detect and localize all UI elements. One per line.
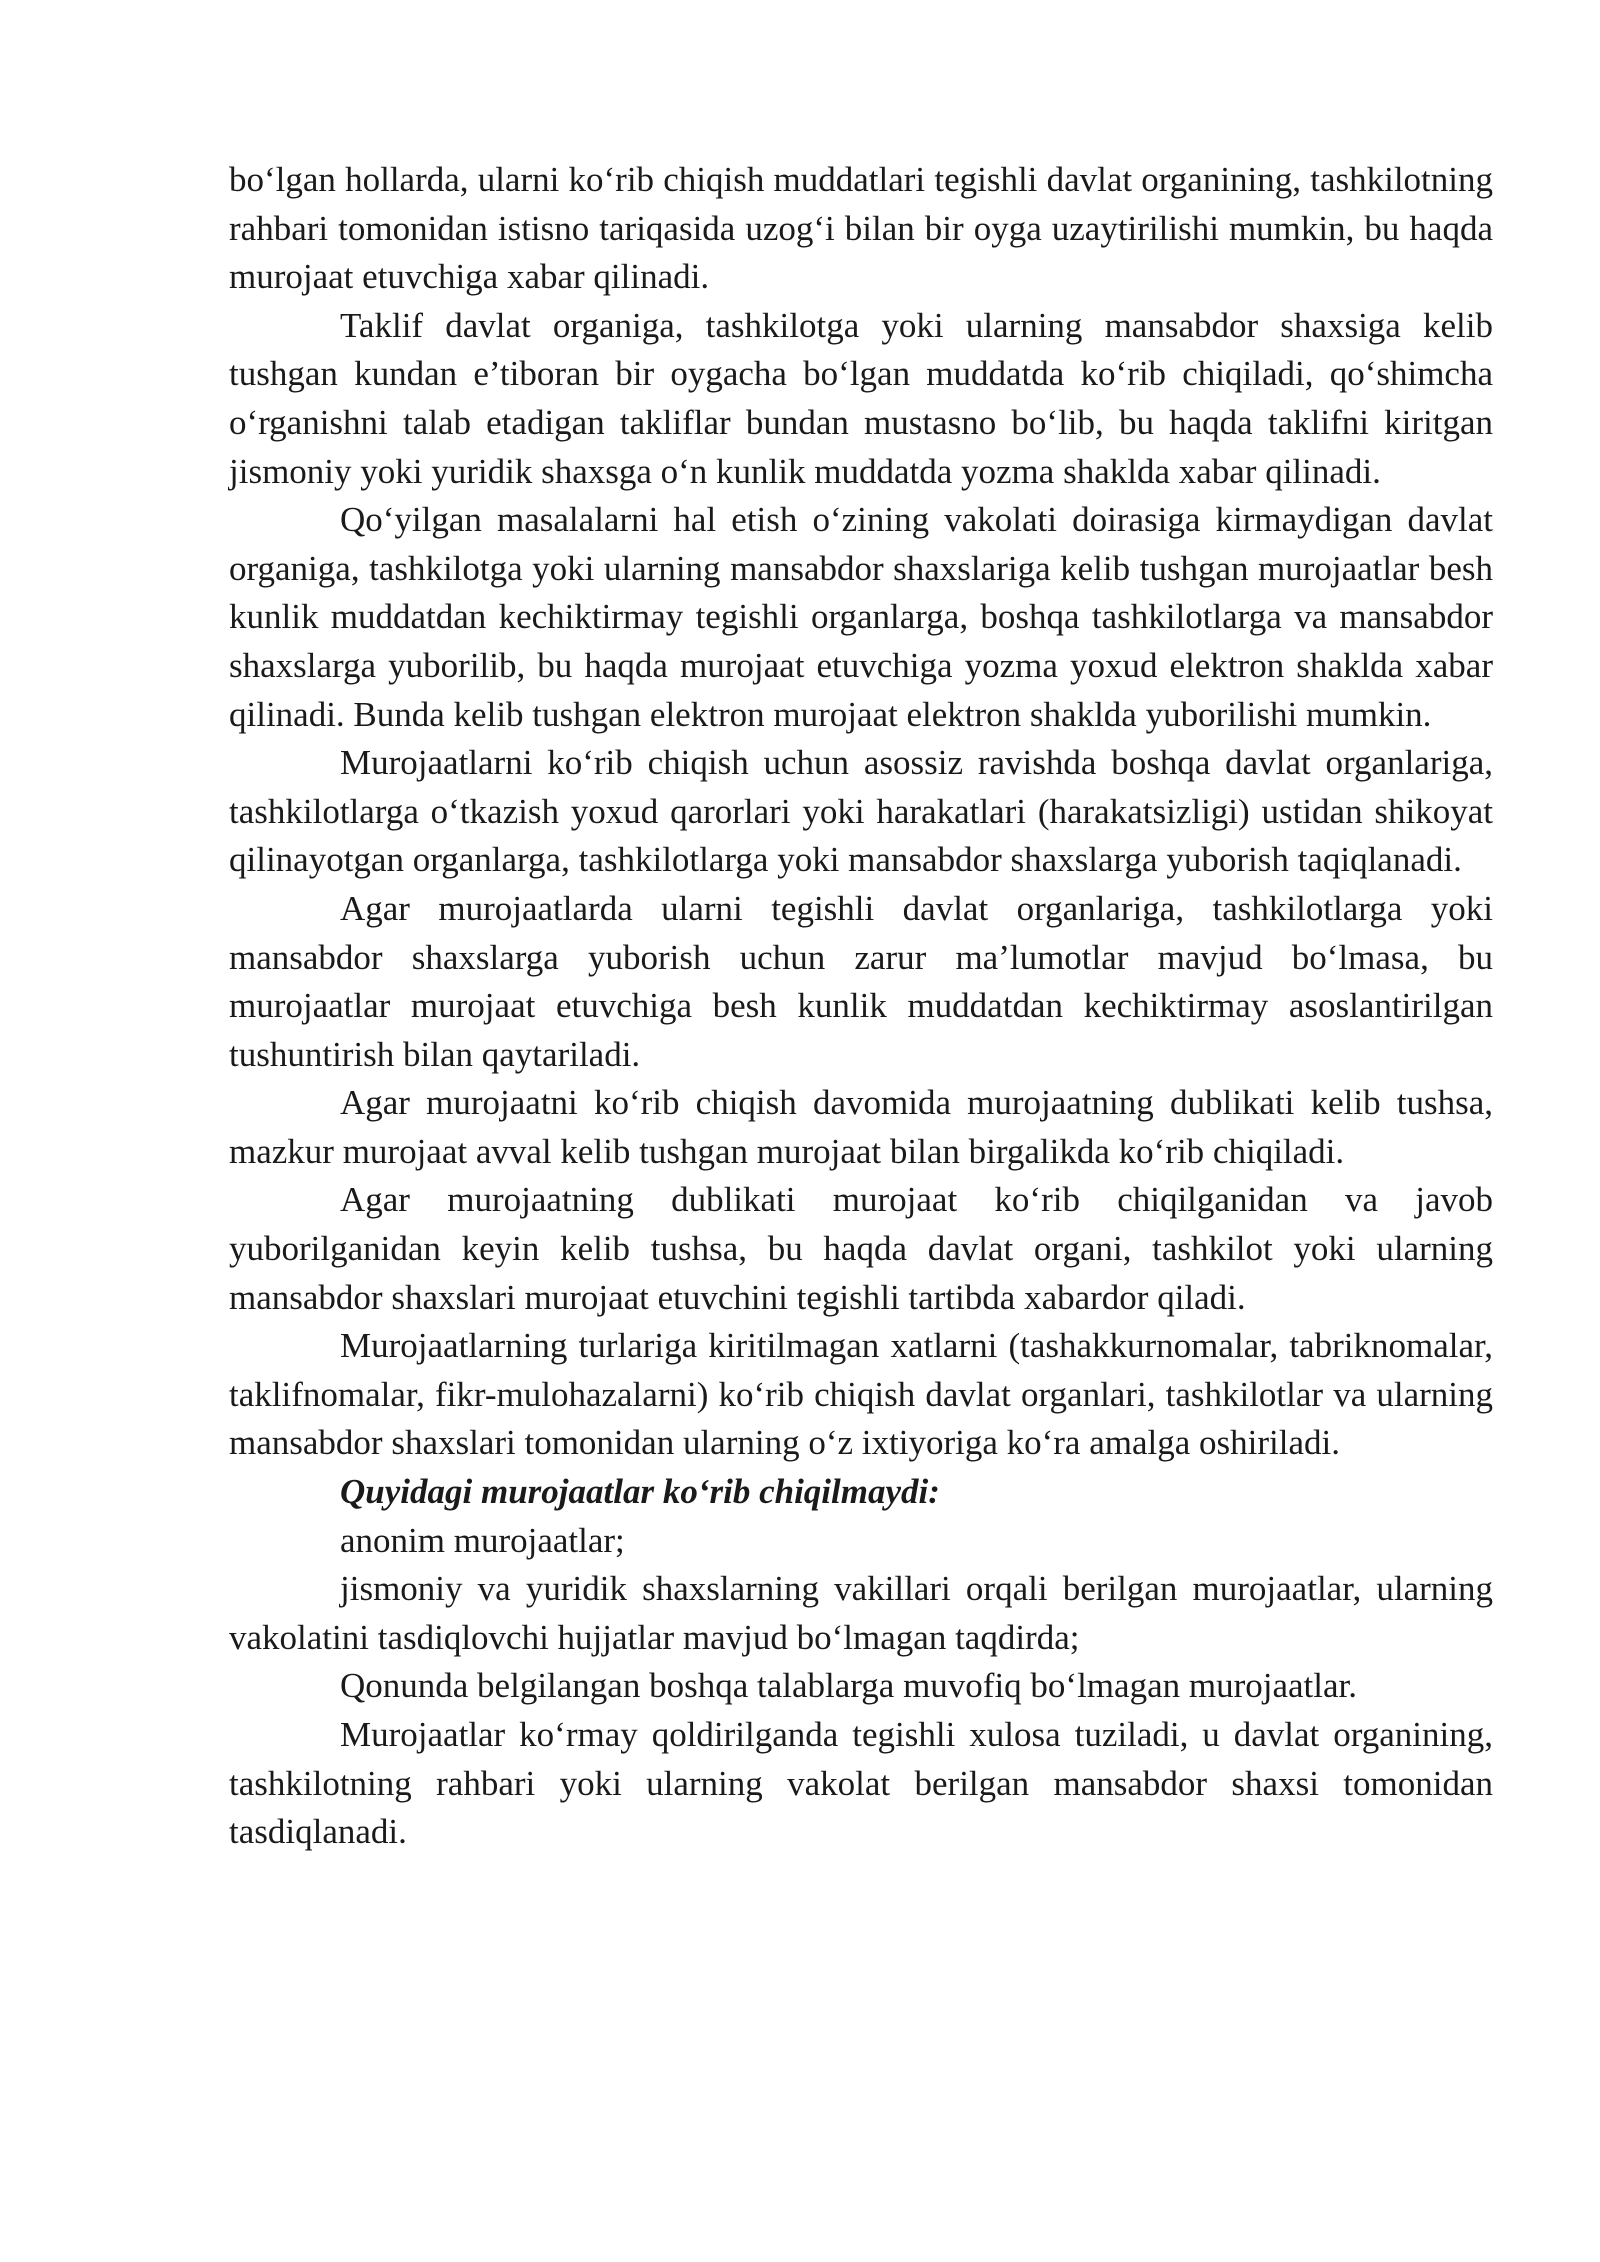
paragraph-redirect-appeals: Qo‘yilgan masalalarni hal etish o‘zining vakolati doirasiga kirmaydigan davlat organiga, tashkilotga yoki ularning mansabdor shaxslariga kelib tushgan murojaatlar besh kunlik muddatdan kechiktirmay tegishli organlarga, boshqa tashkilotlarga va mansabdor shaxslarga yuborilib, bu haqda murojaat etuvchiga yozma yoxud elektron shaklda xabar qilinadi. Bunda kelib tushgan elektron murojaat elektron shaklda yuborilishi mumkin. [229,500,1493,734]
list-item-noncompliant: Qonunda belgilangan boshqa talablarga muvofiq bo‘lmagan murojaatlar. [340,1666,1357,1706]
paragraph-continuation: bo‘lgan hollarda, ularni ko‘rib chiqish muddatlari tegishli davlat organining, tashkilotning rahbari tomonidan istisno tariqasida uzog‘i bilan bir oyga uzaytirilishi mumkin, bu haqda murojaat etuvchiga xabar qilinadi. [229,160,1493,297]
list-item-representatives: jismoniy va yuridik shaxslarning vakillari orqali berilgan murojaatlar, ularning vakolatini tasdiqlovchi hujjatlar mavjud bo‘lmagan taqdirda; [229,1569,1493,1657]
section-heading-not-reviewed: Quyidagi murojaatlar ko‘rib chiqilmaydi: [340,1472,940,1512]
document-page [229,156,1493,1857]
paragraph-forwarding-prohibited: Murojaatlarni ko‘rib chiqish uchun asossiz ravishda boshqa davlat organlariga, tashkilotlarga o‘tkazish yoxud qarorlari yoki harakatlari (harakatsizligi) ustidan shikoyat qilinayotgan organlarga, tashkilotlarga yoki mansabdor shaxslarga yuborish taqiqlanadi. [229,743,1493,880]
list-item-anonymous: anonim murojaatlar; [340,1520,625,1560]
paragraph-return-appeals: Agar murojaatlarda ularni tegishli davlat organlariga, tashkilotlarga yoki mansabdor shaxslarga yuborish uchun zarur ma’lumotlar mavjud bo‘lmasa, bu murojaatlar murojaat etuvchiga besh kunlik muddatdan kechiktirmay asoslantirilgan tushuntirish bilan qaytariladi. [229,888,1493,1074]
paragraph-conclusion: Murojaatlar ko‘rmay qoldirilganda tegishli xulosa tuziladi, u davlat organining, tashkilotning rahbari yoki ularning vakolat berilgan mansabdor shaxsi tomonidan tasdiqlanadi. [229,1715,1493,1852]
paragraph-duplicate-during-review: Agar murojaatni ko‘rib chiqish davomida murojaatning dublikati kelib tushsa, mazkur murojaat avval kelib tushgan murojaat bilan birgalikda ko‘rib chiqiladi. [229,1083,1493,1171]
paragraph-proposal-review: Taklif davlat organiga, tashkilotga yoki ularning mansabdor shaxsiga kelib tushgan kundan e’tiboran bir oygacha bo‘lgan muddatda ko‘rib chiqiladi, qo‘shimcha o‘rganishni talab etadigan takliflar bundan mustasno bo‘lib, bu haqda taklifni kiritgan jismoniy yoki yuridik shaxsga o‘n kunlik muddatda yozma shaklda xabar qilinadi. [229,305,1493,491]
paragraph-other-letters: Murojaatlarning turlariga kiritilmagan xatlarni (tashakkurnomalar, tabriknomalar, taklifnomalar, fikr-mulohazalarni) ko‘rib chiqish davlat organlari, tashkilotlar va ularning mansabdor shaxslari tomonidan ularning o‘z ixtiyoriga ko‘ra amalga oshiriladi. [229,1326,1493,1463]
paragraph-duplicate-after-reply: Agar murojaatning dublikati murojaat ko‘rib chiqilganidan va javob yuborilganidan keyin kelib tushsa, bu haqda davlat organi, tashkilot yoki ularning mansabdor shaxslari murojaat etuvchini tegishli tartibda xabardor qiladi. [229,1180,1493,1317]
